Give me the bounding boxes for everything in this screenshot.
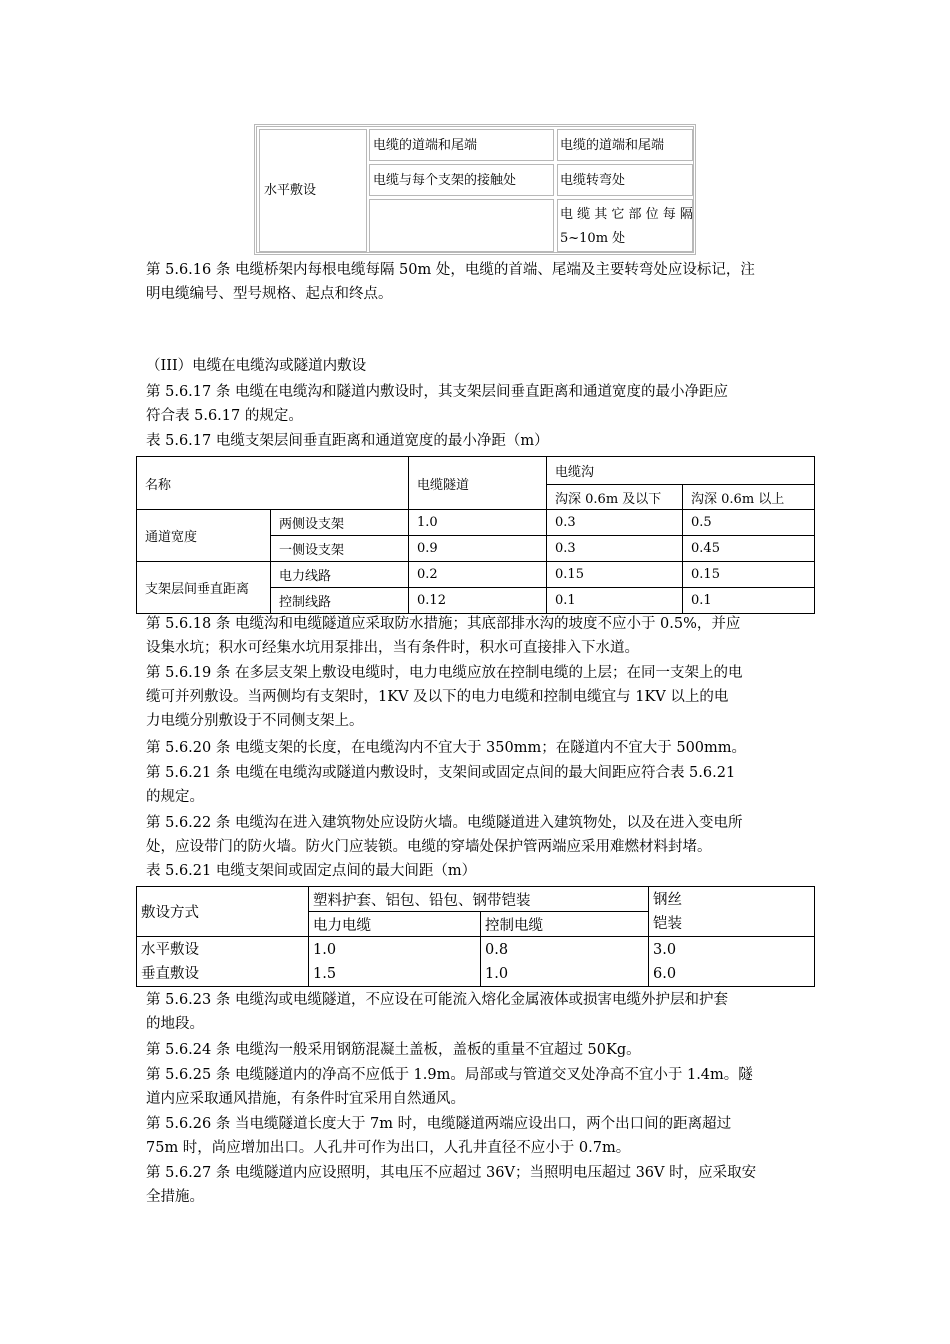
table-cell [369, 129, 554, 161]
group-label: 通道宽度 [137, 510, 271, 562]
clause-5-6-20: 第 5.6.20 条 电缆支架的长度，在电缆沟内不宜大于 350mm；在隧道内不宜大于 500mm。 [146, 740, 747, 756]
clause-5-6-16: 第 5.6.16 条 电缆桥架内每根电缆每隔 50m 处，电缆的首端、尾端及主要转弯处应设标记，注 明电缆编号、型号规格、起点和终点。 [146, 262, 755, 302]
section-heading: （III）电缆在电缆沟或隧道内敷设 [146, 358, 367, 374]
clause-5-6-18: 第 5.6.18 条 电缆沟和电缆隧道应采取防水措施；其底部排水沟的坡度不应小于 0.5%，并应 设集水坑；积水可经集水坑用泵排出，当有条件时，积水可直接排入下水道。 [146, 616, 741, 656]
header-name: 名称 [137, 457, 409, 510]
header-method: 敷设方式 [137, 887, 309, 937]
header-trench: 电缆沟 [547, 457, 815, 485]
header-control: 控制电缆 [481, 912, 649, 937]
header-shallow: 沟深 0.6m 及以下 [547, 485, 683, 510]
table-row: 通道宽度 两侧设支架 1.0 0.3 0.5 [137, 510, 815, 536]
clause-5-6-19: 第 5.6.19 条 在多层支架上敷设电缆时，电力电缆应放在控制电缆的上层；在同一支架上的电 缆可并列敷设。当两侧均有支架时，1KV 及以下的电力电缆和控制电缆宜与 1KV 以上的电 力电缆分别敷设于不同侧支架上。 [146, 665, 743, 729]
header-power: 电力电缆 [309, 912, 481, 937]
clause-5-6-17: 第 5.6.17 条 电缆在电缆沟和隧道内敷设时，其支架层间垂直距离和通道宽度的最小净距应 符合表 5.6.17 的规定。 [146, 384, 728, 424]
table-row: 控制线路 0.12 0.1 0.1 [137, 588, 815, 614]
table-title: 表 5.6.17 电缆支架层间垂直距离和通道宽度的最小净距（m） [146, 433, 549, 449]
table-row: 水平敷设 垂直敷设 1.0 1.5 0.8 1.0 3.0 6.0 [137, 937, 815, 987]
table-text: 电缆的道端和尾端 [560, 138, 665, 153]
table-cell [259, 129, 367, 252]
laying-marker-table [254, 124, 696, 255]
clause-5-6-25: 第 5.6.25 条 电缆隧道内的净高不应低于 1.9m。局部或与管道交叉处净高不宜小于 1.4m。隧 道内应采取通风措施，有条件时宜采用自然通风。 [146, 1067, 753, 1107]
clause-5-6-22: 第 5.6.22 条 电缆沟在进入建筑物处应设防火墙。电缆隧道进入建筑物处，以及在进入变电所 处，应设带门的防火墙。防火门应装锁。电缆的穿墙处保护管两端应采用难燃材料封堵。 [146, 815, 743, 855]
clause-5-6-23: 第 5.6.23 条 电缆沟或电缆隧道，不应设在可能流入熔化金属液体或损害电缆外护层和护套 的地段。 [146, 992, 728, 1032]
header-steel: 钢丝 铠装 [649, 887, 815, 937]
header-tunnel: 电缆隧道 [409, 457, 547, 510]
table-row: 支架层间垂直距离 电力线路 0.2 0.15 0.15 [137, 562, 815, 588]
clause-5-6-21: 第 5.6.21 条 电缆在电缆沟或隧道内敷设时，支架间或固定点间的最大间距应符合表 5.6.21 的规定。 [146, 765, 736, 805]
group-label: 支架层间垂直距离 [137, 562, 271, 614]
clause-5-6-26: 第 5.6.26 条 当电缆隧道长度大于 7m 时，电缆隧道两端应设出口，两个出口间的距离超过 75m 时，尚应增加出口。人孔井可作为出口，人孔井直径不应小于 0.7m。 [146, 1116, 732, 1156]
table-5-6-21 [136, 886, 815, 987]
table-text: 电缆的道端和尾端 [373, 138, 478, 153]
table-cell [369, 164, 554, 196]
clause-5-6-24: 第 5.6.24 条 电缆沟一般采用钢筋混凝土盖板，盖板的重量不宜超过 50Kg。 [146, 1042, 641, 1058]
table-row: 一侧设支架 0.9 0.3 0.45 [137, 536, 815, 562]
table-cell [557, 199, 693, 252]
table-text: 电缆与每个支架的接触处 [373, 173, 517, 188]
table-cell [369, 199, 554, 252]
header-plastic: 塑料护套、铝包、铅包、钢带铠装 [309, 887, 649, 912]
table-cell [557, 164, 693, 196]
table-text: 电缆转弯处 [560, 173, 626, 188]
table-text: 5~10m 处 [560, 231, 626, 246]
table-title: 表 5.6.21 电缆支架间或固定点间的最大间距（m） [146, 863, 477, 879]
table-cell [557, 129, 693, 161]
header-deep: 沟深 0.6m 以上 [683, 485, 815, 510]
table-5-6-17 [136, 456, 815, 614]
row-header: 水平敷设 [264, 183, 317, 198]
table-text: 电 缆 其 它 部 位 每 隔 [560, 207, 693, 222]
clause-5-6-27: 第 5.6.27 条 电缆隧道内应设照明，其电压不应超过 36V；当照明电压超过 36V 时，应采取安 全措施。 [146, 1165, 757, 1205]
